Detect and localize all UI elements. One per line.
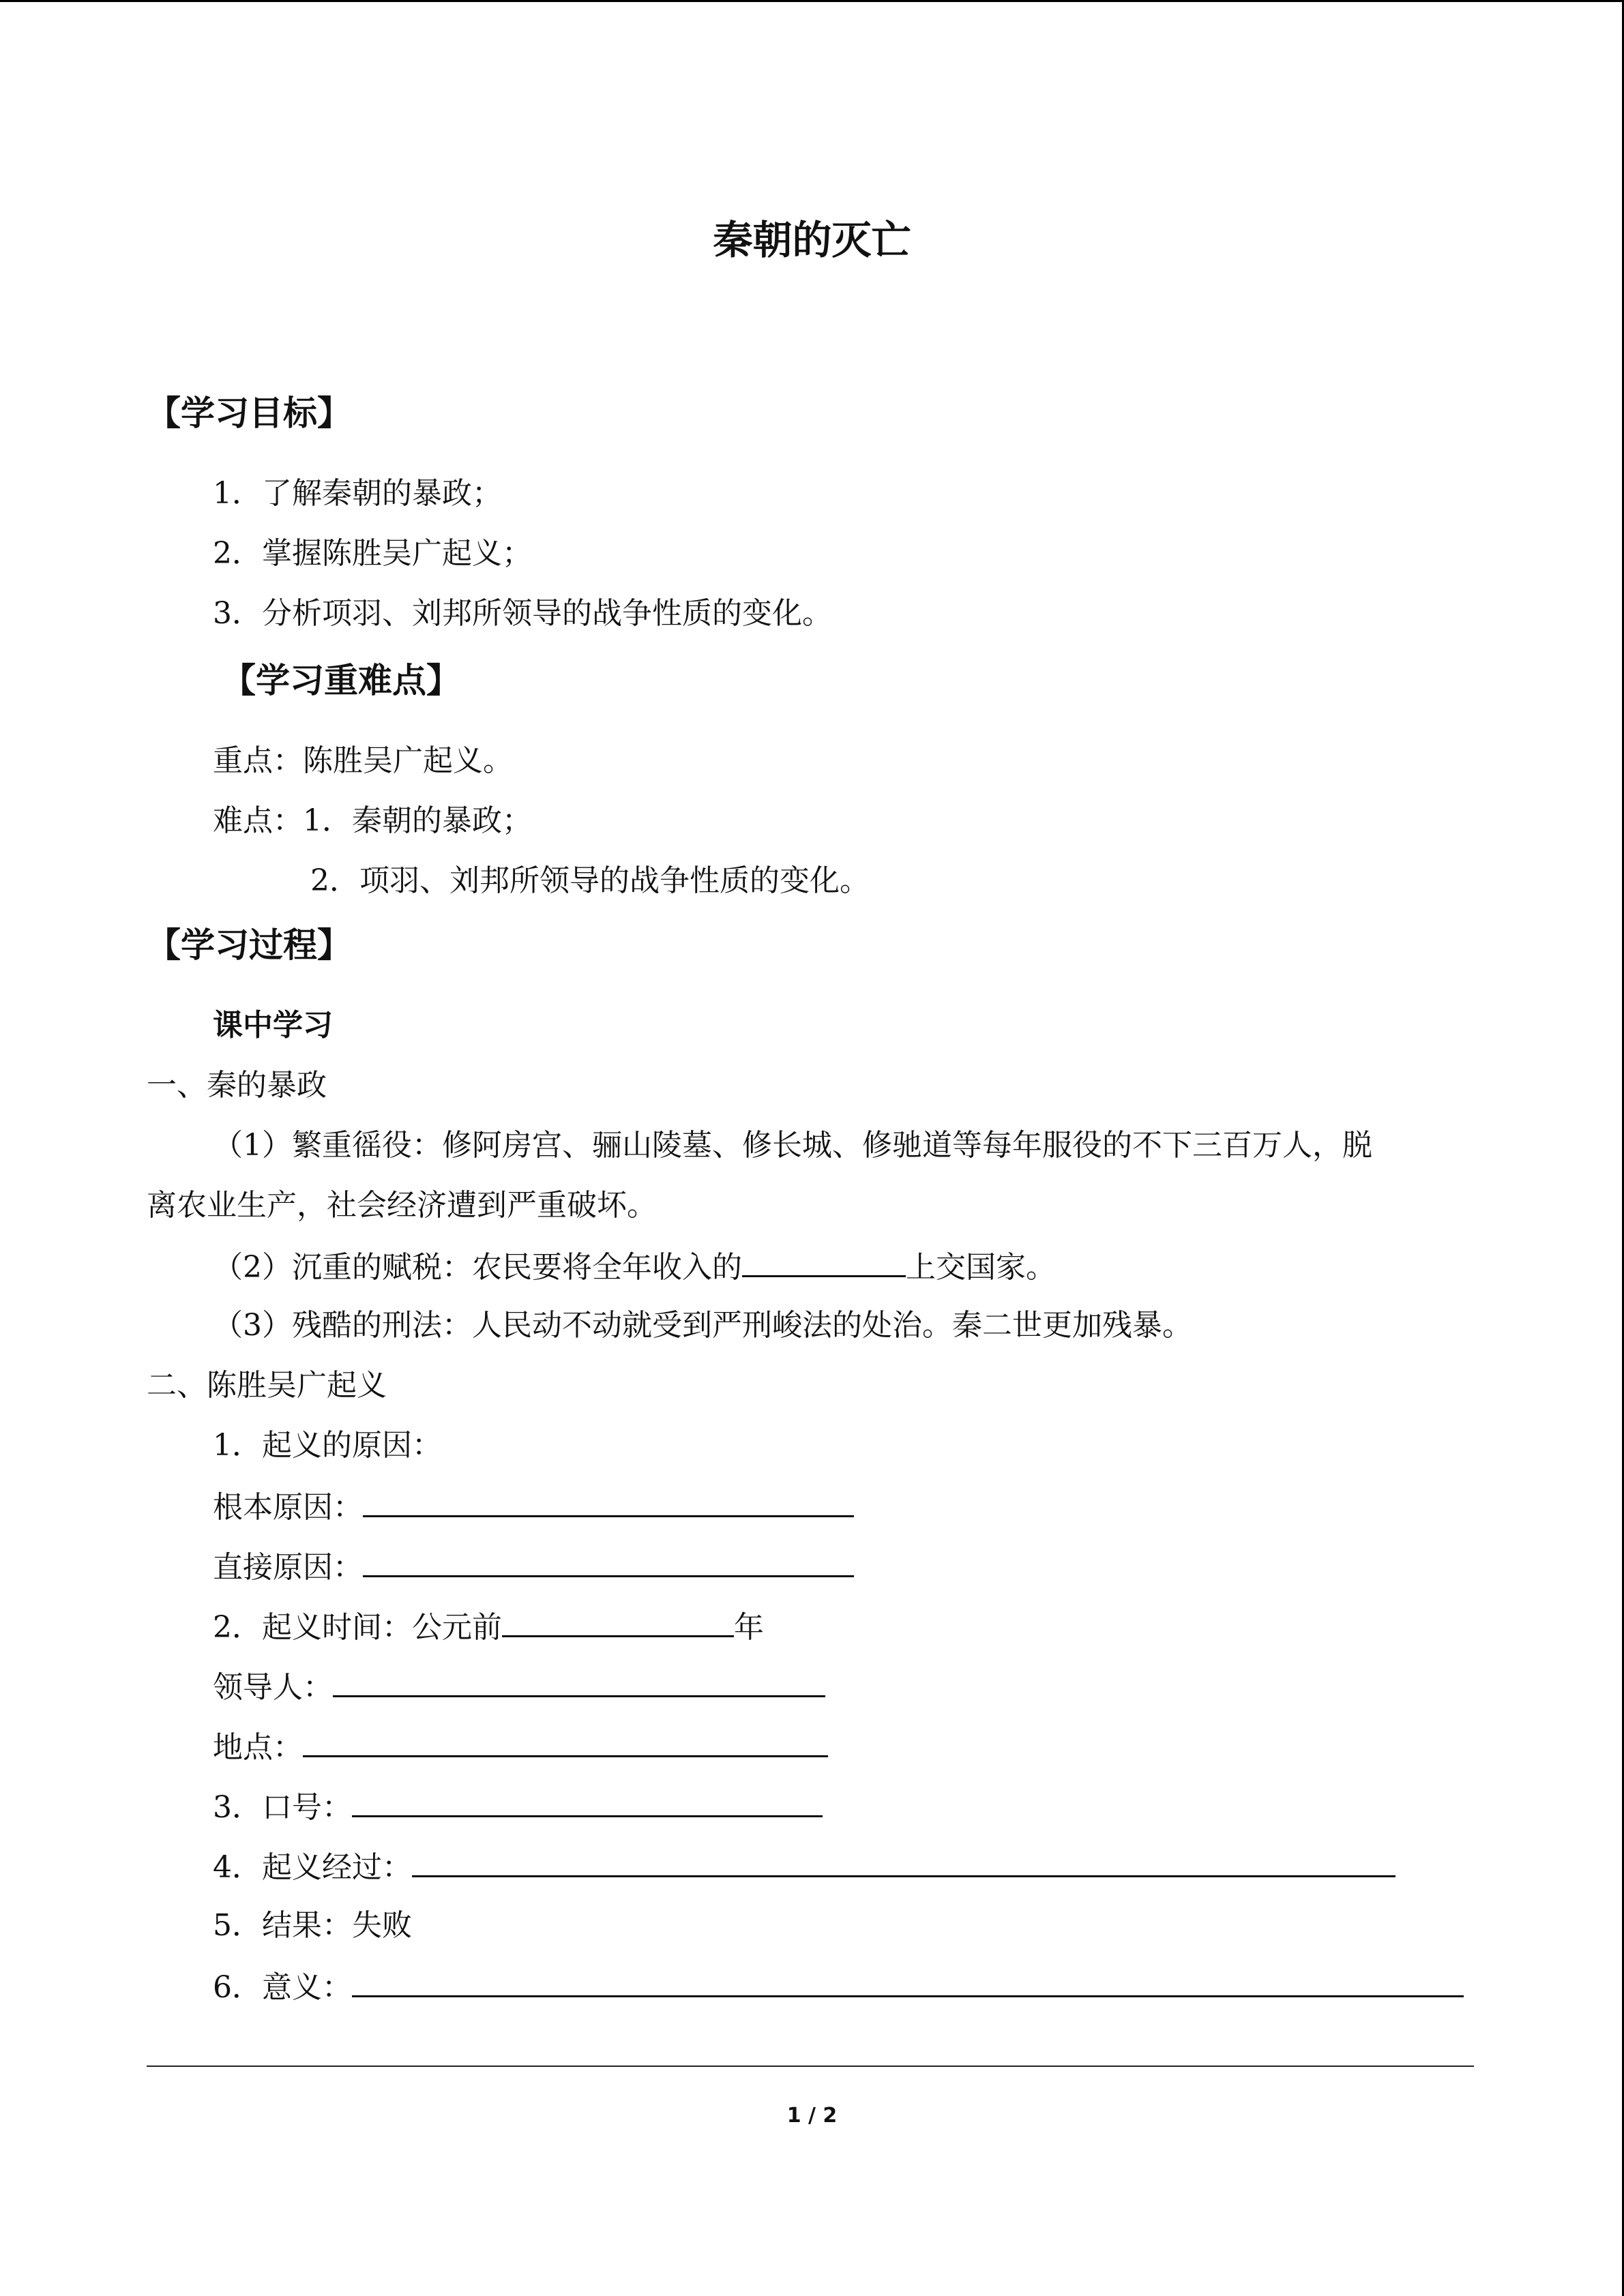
section-heading-objectives: 【学习目标】 xyxy=(147,393,351,433)
leader-line xyxy=(213,1664,825,1710)
part2-heading: 二、陈胜吴广起义 xyxy=(147,1368,387,1403)
meaning-blank[interactable] xyxy=(352,1964,1464,1997)
place-line xyxy=(213,1724,828,1770)
objective-item-2: 2．掌握陈胜吴广起义； xyxy=(213,536,532,571)
direct-cause-line xyxy=(213,1544,854,1590)
part1-heading: 一、秦的暴政 xyxy=(147,1068,327,1103)
tax-fill-blank[interactable] xyxy=(742,1244,906,1277)
difficulty-text-2: 2．项羽、刘邦所领导的战争性质的变化。 xyxy=(310,863,870,898)
page-border-top xyxy=(0,0,1624,2)
footer-divider xyxy=(147,2066,1474,2067)
tyranny-law-line: （3）残酷的刑法：人民动不动就受到严刑峻法的处治。秦二世更加残暴。 xyxy=(213,1308,1192,1343)
page-number: 1 / 2 xyxy=(786,2104,838,2128)
uprising-time-unit: 年 xyxy=(734,1610,764,1645)
course-label: 4．起义经过： xyxy=(213,1850,412,1885)
root-cause-blank[interactable] xyxy=(363,1484,854,1517)
tyranny-tax-line xyxy=(213,1244,1056,1289)
difficulty-text-1: 难点：1．秦朝的暴政； xyxy=(213,803,532,838)
page-title: 秦朝的灭亡 xyxy=(713,217,911,263)
tyranny-tax-text: （2）沉重的赋税：农民要将全年收入的 xyxy=(213,1250,742,1285)
direct-cause-blank[interactable] xyxy=(363,1544,854,1577)
course-blank[interactable] xyxy=(412,1844,1396,1877)
meaning-line xyxy=(213,1964,1464,2010)
section-heading-key-points: 【学习重难点】 xyxy=(222,661,460,700)
leader-label: 领导人： xyxy=(213,1670,333,1705)
slogan-blank[interactable] xyxy=(352,1784,823,1817)
place-label: 地点： xyxy=(213,1730,303,1765)
direct-cause-label: 直接原因： xyxy=(213,1550,363,1585)
place-blank[interactable] xyxy=(303,1724,828,1757)
uprising-reason-heading: 1．起义的原因： xyxy=(213,1428,442,1463)
subheading-in-class: 课中学习 xyxy=(213,1008,333,1043)
objective-item-1: 1．了解秦朝的暴政； xyxy=(213,476,502,511)
meaning-label: 6．意义： xyxy=(213,1970,352,2005)
uprising-time-label: 2．起义时间：公元前 xyxy=(213,1610,502,1645)
objective-item-3: 3．分析项羽、刘邦所领导的战争性质的变化。 xyxy=(213,596,832,631)
tyranny-labor-line1: （1）繁重徭役：修阿房宫、骊山陵墓、修长城、修驰道等每年服役的不下三百万人，脱 xyxy=(213,1128,1372,1163)
key-point-text: 重点：陈胜吴广起义。 xyxy=(213,743,513,778)
result-line: 5．结果：失败 xyxy=(213,1908,412,1943)
tyranny-tax-text-end: 上交国家。 xyxy=(906,1250,1056,1285)
uprising-time-blank[interactable] xyxy=(502,1604,734,1637)
slogan-label: 3．口号： xyxy=(213,1790,352,1825)
section-heading-process: 【学习过程】 xyxy=(147,925,351,965)
root-cause-label: 根本原因： xyxy=(213,1490,363,1525)
slogan-line xyxy=(213,1784,823,1830)
tyranny-labor-line2: 离农业生产，社会经济遭到严重破坏。 xyxy=(147,1188,657,1223)
root-cause-line xyxy=(213,1484,854,1530)
uprising-time-line xyxy=(213,1604,764,1650)
leader-blank[interactable] xyxy=(333,1664,825,1697)
course-line xyxy=(213,1844,1396,1890)
